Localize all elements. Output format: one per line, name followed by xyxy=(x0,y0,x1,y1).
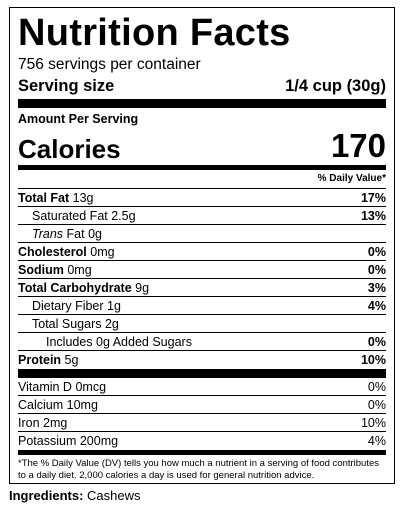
nutrient-dv: 13% xyxy=(360,209,386,223)
nutrient-amount: 2.5g xyxy=(111,209,136,223)
vitamin-amount: 200mg xyxy=(79,434,119,448)
vitamin-name: Iron xyxy=(18,416,40,430)
daily-value-footnote: *The % Daily Value (DV) tells you how much a nutrient in a serving of food contributes to a daily diet. 2,000 calories a day is used for general nutrition advice. xyxy=(18,458,379,481)
vitamin-amount: 0mcg xyxy=(75,380,107,394)
calories-label: Calories xyxy=(18,134,121,164)
vitamin-row-vitamin-d xyxy=(18,378,386,396)
vitamin-dv: 0% xyxy=(367,398,386,412)
nutrient-amount: 5g xyxy=(64,353,79,367)
nutrient-name: Dietary Fiber xyxy=(32,299,104,313)
vitamin-name: Potassium xyxy=(18,434,77,448)
vitamin-row-iron xyxy=(18,414,386,432)
thick-divider xyxy=(18,369,386,378)
nutrient-name: Includes 0g Added Sugars xyxy=(46,335,192,349)
vitamin-dv: 10% xyxy=(360,416,386,430)
nutrient-name: Sodium xyxy=(18,263,64,277)
nutrient-amount: 0mg xyxy=(67,263,92,277)
nutrient-name: Total Sugars xyxy=(32,317,102,331)
nutrient-amount: 0g xyxy=(88,227,102,241)
ingredients-line xyxy=(9,487,141,505)
serving-size-value: 1/4 cup (30g) xyxy=(285,77,386,95)
amount-per-serving: Amount Per Serving xyxy=(18,112,139,126)
nutrient-row-saturated-fat xyxy=(18,207,386,225)
nutrient-amount: 0mg xyxy=(90,245,115,259)
nutrient-amount: 2g xyxy=(104,317,119,331)
vitamin-name: Calcium xyxy=(18,398,64,412)
nutrient-row-cholesterol xyxy=(18,243,386,261)
nutrient-row-sodium xyxy=(18,261,386,279)
label-title: Nutrition Facts xyxy=(18,12,291,54)
thick-divider xyxy=(18,99,386,108)
nutrient-dv: 17% xyxy=(360,191,386,205)
nutrient-dv: 0% xyxy=(367,335,386,349)
vitamin-row-calcium xyxy=(18,396,386,414)
nutrient-row-total-sugars xyxy=(18,315,386,333)
serving-size-row xyxy=(18,75,386,97)
ingredients-label: Ingredients: xyxy=(9,488,84,503)
nutrient-dv: 3% xyxy=(367,281,386,295)
calories-row xyxy=(18,127,386,165)
nutrient-dv: 0% xyxy=(367,245,386,259)
ingredients-value: Cashews xyxy=(87,488,141,503)
nutrient-dv: 4% xyxy=(367,299,386,313)
nutrient-name: Protein xyxy=(18,353,62,367)
nutrient-name-italic: Trans xyxy=(32,227,64,241)
vitamin-name: Vitamin D xyxy=(18,380,72,394)
calories-value: 170 xyxy=(330,127,386,164)
nutrient-amount: 13g xyxy=(72,191,94,205)
vitamin-row-potassium xyxy=(18,432,386,450)
nutrient-amount: 1g xyxy=(107,299,121,313)
serving-size-label: Serving size xyxy=(18,77,115,95)
daily-value-header: % Daily Value* xyxy=(18,170,386,189)
nutrient-dv: 10% xyxy=(360,353,386,367)
nutrient-name: Saturated Fat xyxy=(32,209,108,223)
nutrient-name: Cholesterol xyxy=(18,245,87,259)
nutrient-row-added-sugars xyxy=(18,333,386,351)
vitamin-dv: 0% xyxy=(367,380,386,394)
nutrient-name: Total Fat xyxy=(18,191,70,205)
nutrient-row-trans-fat xyxy=(18,225,386,243)
nutrition-facts-label xyxy=(9,7,395,484)
servings-per-container: 756 servings per container xyxy=(18,56,201,73)
vitamin-amount: 2mg xyxy=(43,416,68,430)
vitamin-amount: 10mg xyxy=(66,398,98,412)
nutrient-name: Fat xyxy=(66,227,85,241)
nutrient-dv: 0% xyxy=(367,263,386,277)
nutrient-row-total-fat xyxy=(18,189,386,207)
nutrient-row-protein xyxy=(18,351,386,369)
nutrient-row-total-carbohydrate xyxy=(18,279,386,297)
nutrient-name: Total Carbohydrate xyxy=(18,281,132,295)
nutrient-amount: 9g xyxy=(135,281,150,295)
nutrient-row-dietary-fiber xyxy=(18,297,386,315)
vitamin-dv: 4% xyxy=(367,434,386,448)
